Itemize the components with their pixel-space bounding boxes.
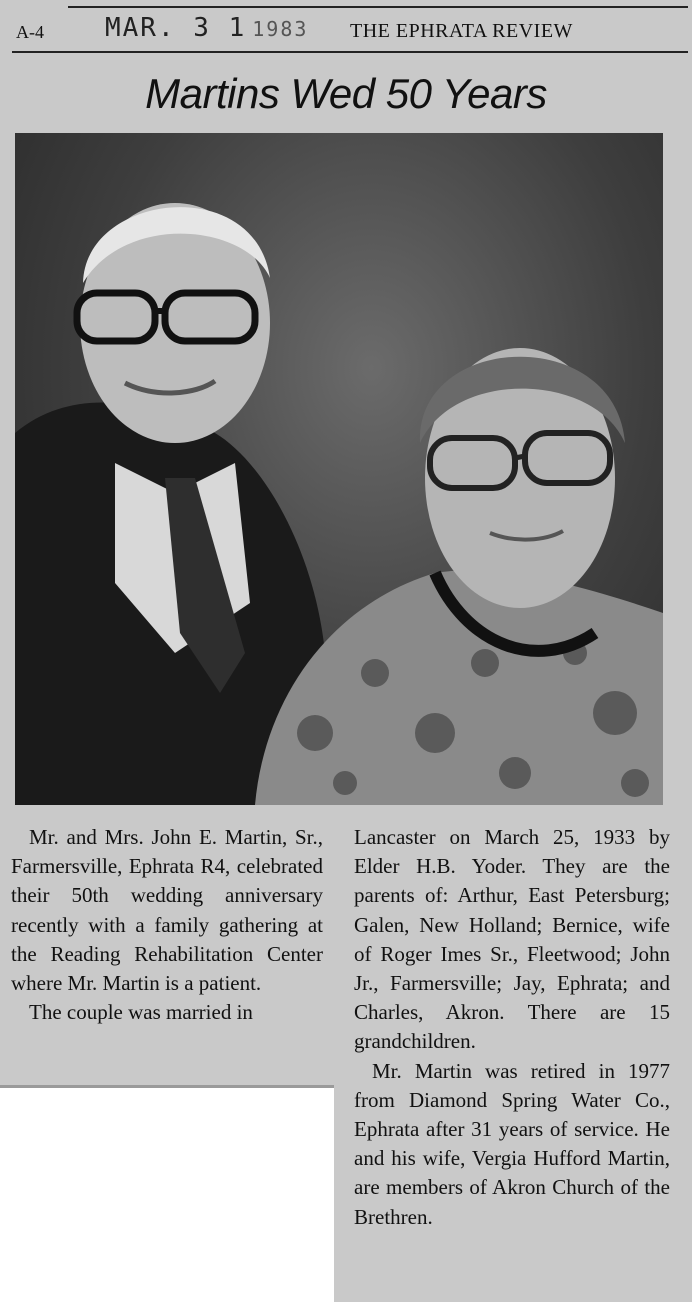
masthead-bottom-rule xyxy=(12,51,688,53)
page-number: A-4 xyxy=(16,22,44,42)
newspaper-name: THE EPHRATA REVIEW xyxy=(350,20,573,42)
article-paragraph: Mr. Martin was retired in 1977 from Diamond Spring Water Co., Ephrata after 31 years of service. He and his wife, Vergia Hufford Martin, are members of Akron Church of the Brethren. xyxy=(354,1058,670,1229)
couple-photo xyxy=(15,133,663,805)
date-stamp xyxy=(105,13,308,43)
article-column-right xyxy=(354,823,670,1232)
masthead-top-rule xyxy=(68,6,688,8)
date-stamp-year: 1983 xyxy=(252,17,309,41)
article-paragraph: The couple was married in xyxy=(29,1000,253,1025)
date-stamp-day: MAR. 3 1 xyxy=(105,13,247,43)
article-paragraph: Lancaster on March 25, 1933 by Elder H.B. Yoder. They are the parents of: Arthur, East Petersburg; Galen, New Holland; Bernice, wife of Roger Imes Sr., Fleetwood; John Jr., Farmersville; Jay, Ephrata; and Charles, Akron. There are 15 grandchildren. xyxy=(354,825,670,1054)
headline: Martins Wed 50 Years xyxy=(145,70,547,117)
clipping-cut-edge xyxy=(0,1085,334,1088)
article-column-left xyxy=(11,823,323,1027)
article-paragraph: Mr. and Mrs. John E. Martin, Sr., Farmersville, Ephrata R4, celebrated their 50th wedding anniversary recently with a family gathering at the Reading Rehabilitation Center where Mr. Martin is a patient. xyxy=(11,825,323,996)
